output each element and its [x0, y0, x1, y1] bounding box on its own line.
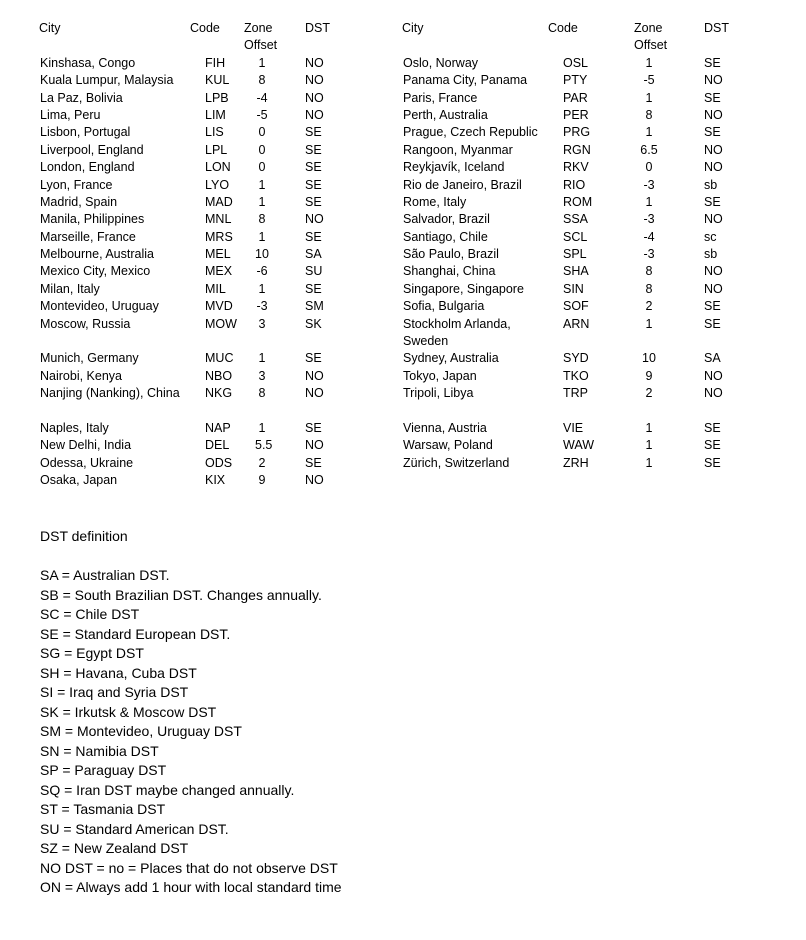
- dst-definition-item: NO DST = no = Places that do not observe DST: [40, 859, 338, 876]
- table-body: [403, 55, 763, 472]
- zone-offset-cell: 1: [645, 125, 653, 140]
- zone-offset-cell: 1: [258, 194, 266, 209]
- dst-cell: SE: [704, 90, 721, 105]
- code-cell: FIH: [205, 55, 226, 70]
- zone-offset-cell: 10: [642, 351, 656, 366]
- dst-cell: SE: [305, 351, 322, 366]
- code-cell: DEL: [205, 438, 230, 453]
- zone-offset-cell: 1: [645, 316, 653, 331]
- city-cell: Panama City, Panama: [403, 73, 528, 88]
- table-row: [403, 177, 763, 194]
- dst-cell: SE: [305, 125, 322, 140]
- code-cell: SCL: [563, 229, 588, 244]
- city-cell: Lyon, France: [40, 177, 113, 192]
- header-code: Code: [548, 21, 578, 35]
- city-cell: Paris, France: [403, 90, 478, 105]
- dst-definition-item: SA = Australian DST.: [40, 567, 170, 583]
- dst-cell: SE: [305, 177, 322, 192]
- zone-offset-cell: 9: [645, 368, 653, 383]
- dst-cell: SE: [704, 316, 721, 331]
- code-cell: MIL: [205, 281, 226, 296]
- dst-cell: NO: [305, 55, 324, 70]
- dst-definition-item: SI = Iraq and Syria DST: [40, 684, 189, 700]
- zone-offset-cell: 8: [645, 281, 653, 296]
- city-cell: Oslo, Norway: [403, 55, 479, 70]
- table-row: [40, 72, 380, 89]
- code-cell: LIS: [205, 125, 224, 140]
- table-row: [403, 194, 763, 211]
- header-zone-line2: Offset: [244, 38, 278, 53]
- city-cell: Prague, Czech Republic: [403, 125, 538, 140]
- dst-definition-item: SZ = New Zealand DST: [40, 840, 189, 856]
- dst-cell: SE: [305, 194, 322, 209]
- city-cell: Salvador, Brazil: [403, 212, 490, 227]
- code-cell: TRP: [563, 386, 588, 401]
- code-cell: MOW: [205, 316, 237, 331]
- city-cell: São Paulo, Brazil: [403, 247, 499, 262]
- city-cell: Kuala Lumpur, Malaysia: [40, 73, 174, 88]
- city-cell: London, England: [40, 160, 135, 175]
- code-cell: SSA: [563, 212, 589, 227]
- code-cell: PTY: [563, 73, 588, 88]
- dst-definitions: [40, 527, 342, 898]
- code-cell: MRS: [205, 229, 233, 244]
- table-row: [40, 437, 380, 454]
- header-zone-line1: Zone: [244, 21, 273, 35]
- dst-cell: SE: [704, 438, 721, 453]
- dst-cell: NO: [704, 212, 723, 227]
- city-cell: Rangoon, Myanmar: [403, 142, 513, 157]
- header-dst: DST: [305, 21, 330, 35]
- city-cell: Tokyo, Japan: [403, 368, 477, 383]
- zone-offset-cell: 1: [258, 421, 266, 436]
- city-cell: Shanghai, China: [403, 264, 496, 279]
- table-row: [403, 107, 763, 124]
- zone-offset-cell: 1: [645, 90, 653, 105]
- table-row: [40, 246, 380, 263]
- code-cell: LON: [205, 160, 231, 175]
- dst-cell: NO: [704, 142, 723, 157]
- table-row: [403, 229, 763, 246]
- dst-cell: SE: [305, 229, 322, 244]
- zone-offset-cell: 2: [645, 299, 653, 314]
- zone-offset-cell: -6: [256, 264, 268, 279]
- zone-offset-cell: 8: [645, 107, 653, 122]
- dst-definition-title: DST definition: [40, 528, 128, 544]
- table-row: [40, 107, 380, 124]
- zone-offset-cell: 2: [258, 455, 266, 470]
- code-cell: NAP: [205, 421, 231, 436]
- city-cell: Madrid, Spain: [40, 194, 118, 209]
- code-cell: MEX: [205, 264, 233, 279]
- table-row: [40, 350, 380, 367]
- code-cell: ARN: [563, 316, 590, 331]
- dst-cell: NO: [305, 212, 324, 227]
- table-row: [403, 72, 763, 89]
- dst-cell: SE: [704, 194, 721, 209]
- dst-cell: NO: [704, 160, 723, 175]
- code-cell: SPL: [563, 247, 587, 262]
- zone-offset-cell: 1: [645, 455, 653, 470]
- zone-offset-cell: 0: [645, 160, 653, 175]
- header-city: City: [402, 21, 424, 35]
- zone-offset-cell: 5.5: [255, 438, 273, 453]
- zone-offset-cell: -3: [643, 177, 655, 192]
- dst-definition-item: SK = Irkutsk & Moscow DST: [40, 703, 217, 720]
- dst-cell: SE: [305, 160, 322, 175]
- city-cell: Liverpool, England: [40, 142, 144, 157]
- zone-offset-cell: -5: [643, 73, 655, 88]
- code-cell: LIM: [205, 107, 226, 122]
- city-table-right: [403, 20, 763, 472]
- header-zone-offset: [244, 20, 277, 55]
- city-cell: Zürich, Switzerland: [403, 455, 510, 470]
- code-cell: RIO: [563, 177, 586, 192]
- table-row: [40, 420, 380, 437]
- zone-offset-cell: 1: [645, 194, 653, 209]
- dst-cell: SA: [704, 351, 721, 366]
- dst-definition-item: SM = Montevideo, Uruguay DST: [40, 723, 242, 739]
- header-city: City: [39, 21, 61, 35]
- header-dst: DST: [704, 21, 729, 35]
- code-cell: KUL: [205, 73, 230, 88]
- dst-cell: SE: [704, 421, 721, 436]
- zone-offset-cell: 6.5: [640, 142, 658, 157]
- city-cell: Reykjavík, Iceland: [403, 160, 505, 175]
- dst-cell: NO: [305, 73, 324, 88]
- code-cell: OSL: [563, 55, 589, 70]
- zone-offset-cell: -5: [256, 107, 268, 122]
- dst-cell: sc: [704, 229, 717, 244]
- table-row: [403, 385, 763, 420]
- dst-cell: SE: [305, 421, 322, 436]
- zone-offset-cell: 3: [258, 368, 266, 383]
- code-cell: ROM: [563, 194, 593, 209]
- dst-cell: SK: [305, 316, 322, 331]
- table-row: [403, 159, 763, 176]
- zone-offset-cell: -4: [643, 229, 655, 244]
- code-cell: KIX: [205, 473, 226, 488]
- city-cell: Odessa, Ukraine: [40, 455, 134, 470]
- city-cell: Naples, Italy: [40, 421, 109, 436]
- zone-offset-cell: 0: [258, 160, 266, 175]
- zone-offset-cell: 2: [645, 386, 653, 401]
- table-row: [40, 124, 380, 141]
- code-cell: PRG: [563, 125, 591, 140]
- city-cell: Sofia, Bulgaria: [403, 299, 485, 314]
- table-row: [403, 298, 763, 315]
- table-row: [40, 263, 380, 280]
- city-cell: Sydney, Australia: [403, 351, 499, 366]
- city-cell: Munich, Germany: [40, 351, 139, 366]
- city-cell: Lima, Peru: [40, 107, 101, 122]
- zone-offset-cell: 10: [255, 247, 269, 262]
- table-row: [40, 385, 380, 420]
- dst-definition-item: ON = Always add 1 hour with local standard time: [40, 879, 342, 895]
- city-cell: Singapore, Singapore: [403, 281, 524, 296]
- dst-cell: NO: [305, 438, 324, 453]
- dst-cell: SE: [704, 125, 721, 140]
- zone-offset-cell: 8: [258, 73, 266, 88]
- code-cell: MNL: [205, 212, 232, 227]
- dst-cell: SM: [305, 299, 324, 314]
- table-row: [403, 350, 763, 367]
- dst-cell: NO: [704, 107, 723, 122]
- code-cell: PAR: [563, 90, 588, 105]
- table-header: [40, 20, 380, 55]
- table-body: [40, 55, 380, 490]
- table-row: [403, 263, 763, 280]
- dst-cell: NO: [305, 386, 324, 401]
- dst-cell: NO: [704, 73, 723, 88]
- dst-cell: SE: [305, 142, 322, 157]
- table-row: [403, 368, 763, 385]
- table-row: [403, 246, 763, 263]
- dst-cell: NO: [704, 368, 723, 383]
- city-cell: Warsaw, Poland: [403, 438, 493, 453]
- zone-offset-cell: 8: [258, 386, 266, 401]
- dst-cell: SE: [704, 455, 721, 470]
- code-cell: MAD: [205, 194, 233, 209]
- zone-offset-cell: -3: [256, 299, 268, 314]
- table-row: [40, 281, 380, 298]
- city-cell: Rome, Italy: [403, 194, 467, 209]
- dst-definition-item: SU = Standard American DST.: [40, 820, 229, 837]
- dst-cell: SU: [305, 264, 323, 279]
- city-cell: La Paz, Bolivia: [40, 90, 123, 105]
- table-row: [40, 90, 380, 107]
- dst-cell: sb: [704, 247, 718, 262]
- dst-definition-item: SN = Namibia DST: [40, 742, 159, 759]
- code-cell: RKV: [563, 160, 589, 175]
- city-cell: Santiago, Chile: [403, 229, 488, 244]
- table-row: [403, 316, 763, 351]
- table-row: [403, 455, 763, 472]
- city-cell: Rio de Janeiro, Brazil: [403, 177, 522, 192]
- table-row: [40, 229, 380, 246]
- code-cell: SIN: [563, 281, 584, 296]
- dst-definition-item: ST = Tasmania DST: [40, 801, 166, 817]
- code-cell: SYD: [563, 351, 589, 366]
- zone-offset-cell: 8: [258, 212, 266, 227]
- dst-cell: NO: [704, 264, 723, 279]
- table-row: [403, 142, 763, 159]
- city-cell: Melbourne, Australia: [40, 247, 154, 262]
- dst-cell: SE: [704, 299, 721, 314]
- city-cell: Tripoli, Libya: [403, 386, 474, 401]
- code-cell: WAW: [563, 438, 595, 453]
- zone-offset-cell: 8: [645, 264, 653, 279]
- city-cell: Manila, Philippines: [40, 212, 145, 227]
- table-row: [40, 159, 380, 176]
- code-cell: LPB: [205, 90, 229, 105]
- dst-cell: NO: [305, 90, 324, 105]
- zone-offset-cell: 1: [645, 438, 653, 453]
- table-row: [40, 142, 380, 159]
- code-cell: NKG: [205, 386, 233, 401]
- code-cell: TKO: [563, 368, 589, 383]
- code-cell: ZRH: [563, 455, 589, 470]
- city-cell: Moscow, Russia: [40, 316, 131, 331]
- table-row: [40, 194, 380, 211]
- zone-offset-cell: -3: [643, 212, 655, 227]
- city-cell: Marseille, France: [40, 229, 136, 244]
- dst-cell: NO: [305, 473, 324, 488]
- dst-definition-item: SG = Egypt DST: [40, 645, 144, 661]
- dst-definition-item: SC = Chile DST: [40, 606, 140, 622]
- table-row: [403, 437, 763, 454]
- dst-cell: NO: [305, 368, 324, 383]
- code-cell: ODS: [205, 455, 233, 470]
- city-cell: Lisbon, Portugal: [40, 125, 131, 140]
- city-cell: Osaka, Japan: [40, 473, 118, 488]
- zone-offset-cell: 1: [258, 229, 266, 244]
- dst-definition-list: [40, 566, 342, 898]
- city-cell: Nairobi, Kenya: [40, 368, 122, 383]
- code-cell: SHA: [563, 264, 589, 279]
- city-cell: Stockholm Arlanda, Sweden: [403, 316, 511, 349]
- dst-cell: sb: [704, 177, 718, 192]
- city-cell: Nanjing (Nanking), China: [40, 386, 180, 401]
- dst-definition-item: SH = Havana, Cuba DST: [40, 664, 197, 681]
- dst-cell: NO: [704, 386, 723, 401]
- zone-offset-cell: 1: [258, 281, 266, 296]
- dst-cell: SE: [305, 281, 322, 296]
- city-cell: New Delhi, India: [40, 438, 132, 453]
- dst-cell: SA: [305, 247, 322, 262]
- code-cell: RGN: [563, 142, 591, 157]
- dst-cell: NO: [704, 281, 723, 296]
- code-cell: MUC: [205, 351, 234, 366]
- city-cell: Mexico City, Mexico: [40, 264, 151, 279]
- table-row: [40, 298, 380, 315]
- zone-offset-cell: -4: [256, 90, 268, 105]
- dst-definition-item: SB = South Brazilian DST. Changes annually.: [40, 586, 322, 603]
- code-cell: PER: [563, 107, 589, 122]
- table-row: [40, 368, 380, 385]
- dst-cell: SE: [704, 55, 721, 70]
- zone-offset-cell: 1: [258, 55, 266, 70]
- zone-offset-cell: -3: [643, 247, 655, 262]
- table-row: [40, 211, 380, 228]
- code-cell: MVD: [205, 299, 233, 314]
- city-cell: Montevideo, Uruguay: [40, 299, 159, 314]
- dst-definition-item: SQ = Iran DST maybe changed annually.: [40, 781, 295, 798]
- zone-offset-cell: 1: [258, 177, 266, 192]
- table-row: [40, 316, 380, 351]
- city-cell: Kinshasa, Congo: [40, 55, 136, 70]
- table-header: [403, 20, 763, 55]
- city-table-left: [40, 20, 380, 490]
- zone-offset-cell: 0: [258, 142, 266, 157]
- header-zone-line1: Zone: [634, 21, 663, 35]
- city-cell: Vienna, Austria: [403, 421, 487, 436]
- table-row: [40, 55, 380, 72]
- dst-cell: SE: [305, 455, 322, 470]
- table-row: [403, 90, 763, 107]
- code-cell: LYO: [205, 177, 230, 192]
- table-row: [403, 211, 763, 228]
- header-zone-line2: Offset: [634, 38, 668, 53]
- code-cell: LPL: [205, 142, 228, 157]
- zone-offset-cell: 1: [258, 351, 266, 366]
- zone-offset-cell: 1: [645, 421, 653, 436]
- header-zone-offset: [634, 20, 667, 55]
- zone-offset-cell: 1: [645, 55, 653, 70]
- zone-offset-cell: 0: [258, 125, 266, 140]
- table-row: [403, 420, 763, 437]
- table-row: [403, 55, 763, 72]
- dst-definition-item: SE = Standard European DST.: [40, 625, 231, 642]
- table-row: [40, 472, 380, 489]
- dst-cell: NO: [305, 107, 324, 122]
- code-cell: VIE: [563, 421, 584, 436]
- dst-definition-item: SP = Paraguay DST: [40, 762, 167, 778]
- table-row: [40, 455, 380, 472]
- zone-offset-cell: 9: [258, 473, 266, 488]
- code-cell: SOF: [563, 299, 589, 314]
- city-cell: Perth, Australia: [403, 107, 488, 122]
- table-row: [40, 177, 380, 194]
- code-cell: MEL: [205, 247, 231, 262]
- code-cell: NBO: [205, 368, 233, 383]
- table-row: [403, 124, 763, 141]
- city-cell: Milan, Italy: [40, 281, 100, 296]
- header-code: Code: [190, 21, 220, 35]
- zone-offset-cell: 3: [258, 316, 266, 331]
- table-row: [403, 281, 763, 298]
